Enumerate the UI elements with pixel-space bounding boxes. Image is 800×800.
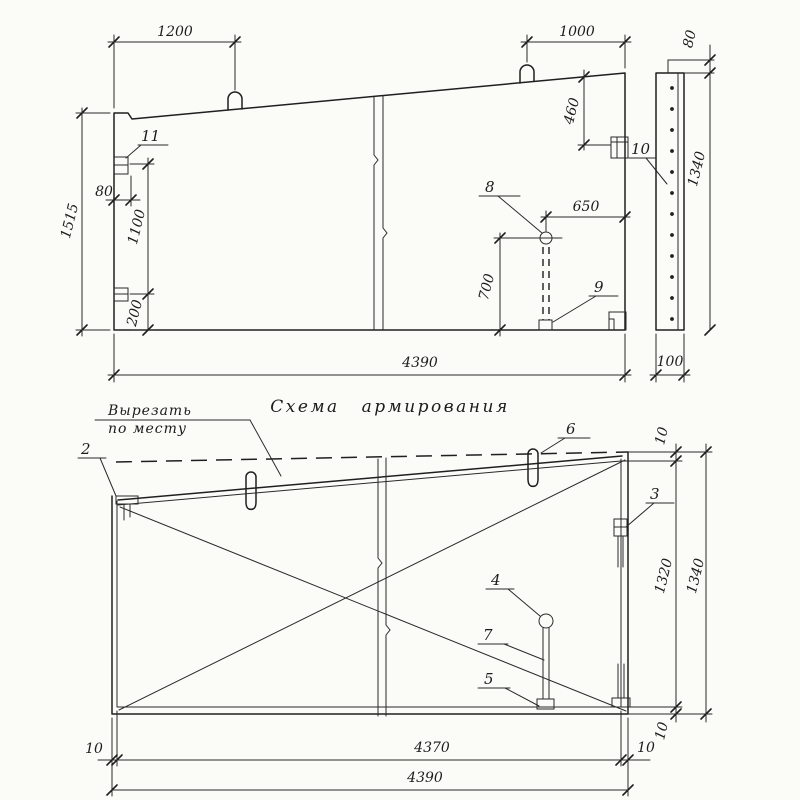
break-line xyxy=(374,96,387,330)
dim-1000-text: 1000 xyxy=(559,24,595,40)
top-chord xyxy=(118,456,622,500)
dim-1515-text: 1515 xyxy=(58,201,83,241)
rebar-section-dots xyxy=(670,86,674,321)
part-label-6-text: 6 xyxy=(566,420,576,438)
dim-10-bottom-right-text: 10 xyxy=(652,720,673,742)
dim-1200-text: 1200 xyxy=(157,24,193,40)
dim-1200 xyxy=(108,24,241,108)
dim-1340-side-text: 1340 xyxy=(685,149,710,189)
dim-100-side-text: 100 xyxy=(656,354,684,370)
dim-460-text: 460 xyxy=(561,96,584,126)
part-label-10 xyxy=(629,140,667,184)
embedded-plate-left-top xyxy=(114,157,128,174)
tube-body-part7 xyxy=(543,628,549,699)
drawing-title: Схема армирования xyxy=(270,397,510,417)
side-view-outline xyxy=(656,73,684,330)
dim-650 xyxy=(541,199,630,231)
cut-note-line2: по месту xyxy=(108,421,188,437)
cut-note-line1: Вырезать xyxy=(108,403,192,419)
part-label-6 xyxy=(541,420,590,453)
part-label-4-text: 4 xyxy=(491,571,501,589)
part-label-9 xyxy=(553,278,618,322)
part-label-2 xyxy=(78,440,116,496)
dim-460 xyxy=(561,70,611,150)
dim-4370-text: 4370 xyxy=(414,740,450,756)
tube-dashed-body xyxy=(543,247,549,320)
reinforcement-scheme-view xyxy=(78,420,712,796)
dim-80-side-text: 80 xyxy=(680,28,701,50)
tube-head-part4 xyxy=(539,614,553,628)
dim-1515 xyxy=(58,108,110,336)
dim-80-side xyxy=(680,28,715,335)
dim-100-side xyxy=(650,334,690,382)
cut-note xyxy=(95,403,281,476)
dim-1100 xyxy=(125,158,154,299)
scheme-break-line xyxy=(378,458,390,716)
dim-650-text: 650 xyxy=(572,199,600,215)
dim-10-left-text: 10 xyxy=(85,741,103,757)
dim-4390-elevation xyxy=(108,334,631,382)
part-label-11 xyxy=(126,127,168,158)
part-label-11-text: 11 xyxy=(141,127,161,145)
lifting-loop-icon xyxy=(520,65,534,83)
part-label-10-text: 10 xyxy=(631,140,651,158)
part-label-4 xyxy=(486,571,540,616)
dim-80-left xyxy=(95,176,140,206)
dim-4390-elevation-text: 4390 xyxy=(402,355,438,371)
dim-700-text: 700 xyxy=(476,272,499,302)
dim-1000 xyxy=(521,24,631,68)
dim-1320-text: 1320 xyxy=(652,556,677,596)
part-label-7-text: 7 xyxy=(483,626,493,644)
part-label-8 xyxy=(479,178,542,233)
dim-80-left-text: 80 xyxy=(95,184,113,200)
lifting-loop-icon xyxy=(246,472,256,509)
part-label-5 xyxy=(478,670,539,706)
side-view xyxy=(650,28,715,382)
rebar-frame xyxy=(117,459,621,707)
part-label-8-text: 8 xyxy=(485,178,495,196)
dim-10-top-text: 10 xyxy=(652,425,673,447)
dim-bottom-stack xyxy=(85,711,655,796)
dim-1100-text: 1100 xyxy=(125,207,150,247)
dim-200-text: 200 xyxy=(124,298,147,328)
dim-700 xyxy=(476,233,508,336)
part-label-2-text: 2 xyxy=(81,440,91,458)
diagonal-braces xyxy=(119,460,626,711)
embedded-plate-left-bottom xyxy=(114,288,128,301)
part-label-3 xyxy=(626,485,674,527)
part-label-9-text: 9 xyxy=(594,278,604,296)
uncut-top-dashed-line xyxy=(116,452,628,462)
tube-base-part9 xyxy=(539,320,552,330)
lifting-loop-icon xyxy=(228,92,242,110)
dim-right-stack xyxy=(622,425,712,741)
part-label-5-text: 5 xyxy=(484,670,494,688)
embedded-angle-right-bottom xyxy=(609,312,626,330)
top-chord-inner xyxy=(118,461,621,505)
elevation-view xyxy=(58,24,667,382)
dim-1340-text: 1340 xyxy=(684,556,709,596)
dim-4390-scheme-text: 4390 xyxy=(407,770,443,786)
dim-10-right-text: 10 xyxy=(637,740,655,756)
part-label-3-text: 3 xyxy=(650,485,660,503)
panel-outline xyxy=(114,73,625,330)
